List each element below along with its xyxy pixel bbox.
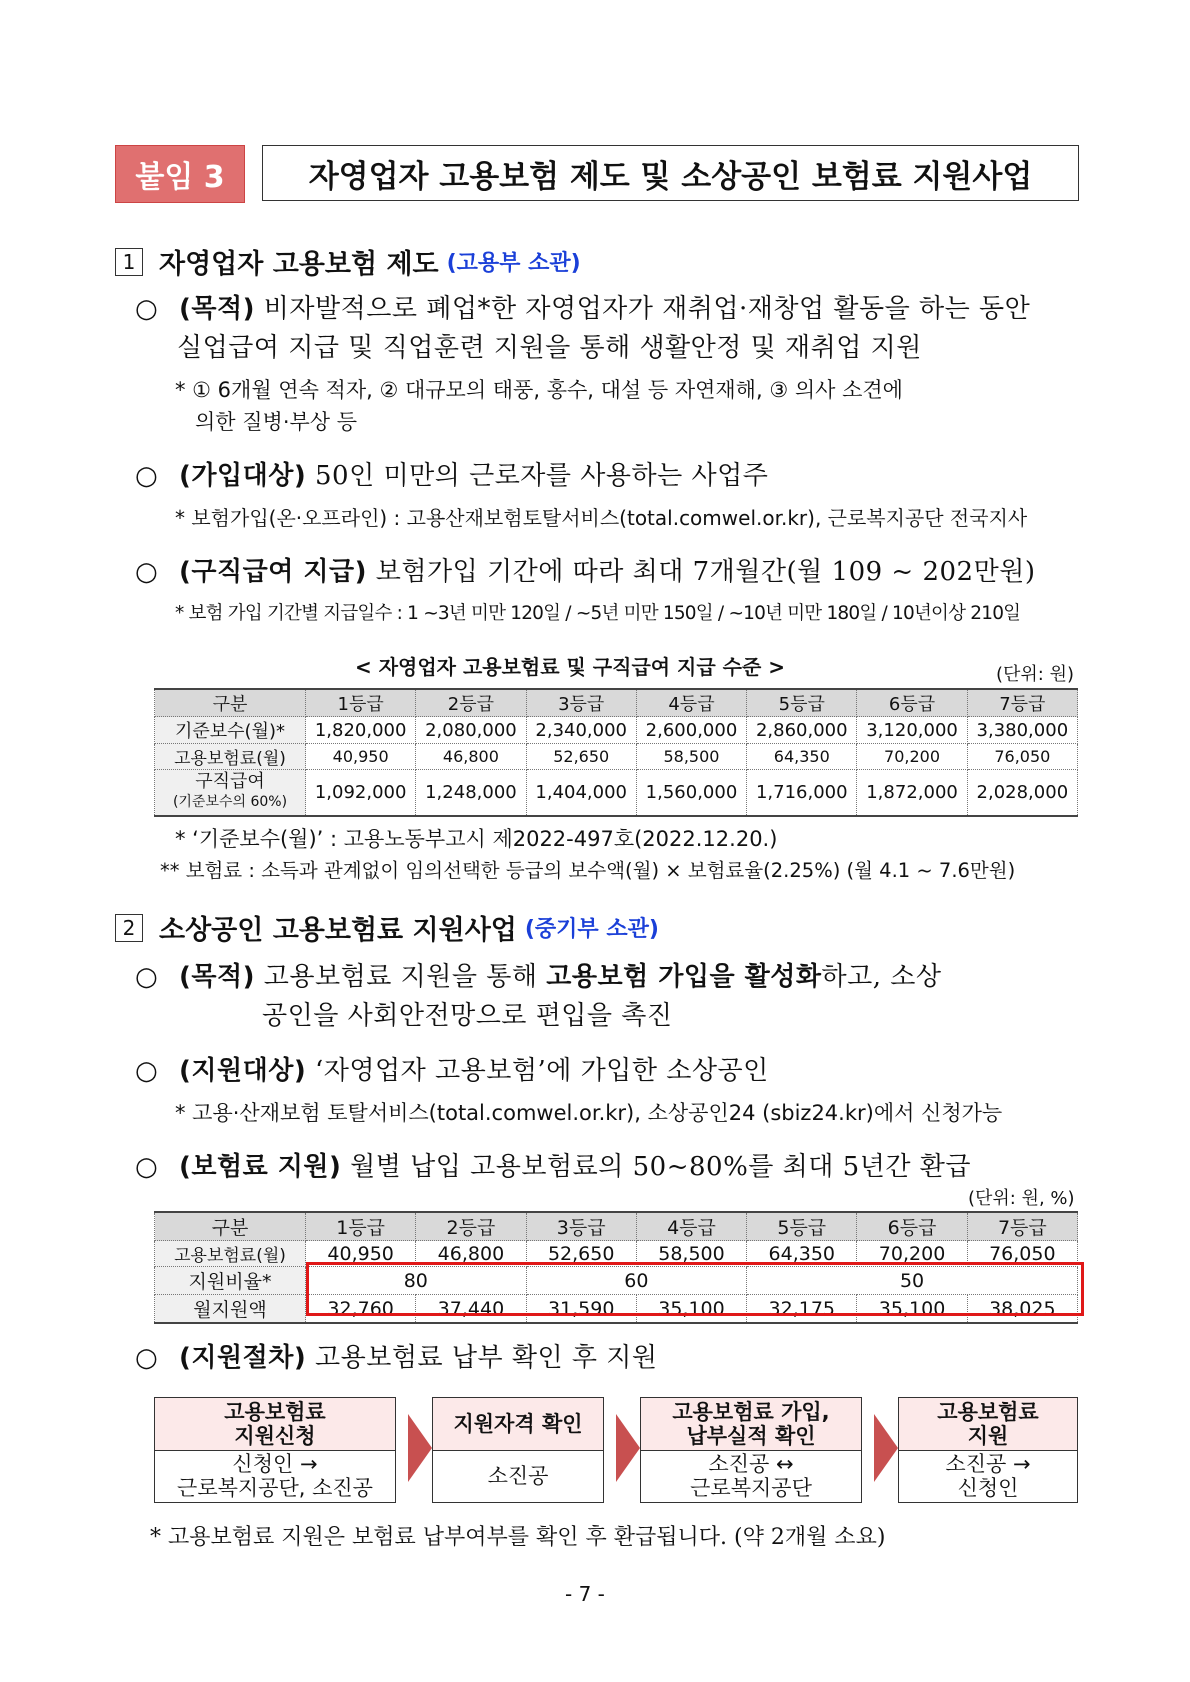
s1-row3-label-cell: [155, 770, 306, 816]
step1-title-line2: 지원신청: [234, 1424, 316, 1448]
s1-row3-c6: 1,872,000: [857, 770, 967, 816]
s1-row2-c3: 52,650: [526, 744, 636, 770]
s2-row2-rate-80: 80: [306, 1267, 527, 1295]
section2-heading: [115, 908, 659, 947]
s2-support-text: 월별 납입 고용보험료의 50~80%를 최대 5년간 환급: [350, 1152, 971, 1182]
s2-th-0: 구분: [155, 1212, 306, 1241]
s2-row3-c6: 35,100: [857, 1295, 967, 1324]
step3-title-line1: 고용보험료 가입,: [672, 1400, 830, 1424]
s1-row2-c5: 64,350: [747, 744, 857, 770]
s1-th-5: 5등급: [747, 689, 857, 717]
process-step-4: [898, 1397, 1078, 1503]
highlight-box: [306, 1262, 1084, 1316]
section2-number: 2: [115, 914, 143, 942]
s1-table-note2: ** 보험료 : 소득과 관계없이 임의선택한 등급의 보수액(월) × 보험료율(2.25%) (월 4.1 ~ 7.6만원): [160, 859, 1016, 882]
s2-row1-c6: 70,200: [857, 1241, 967, 1267]
s2-row1-c4: 58,500: [636, 1241, 746, 1267]
s2-row3-c5: 32,175: [747, 1295, 857, 1324]
arrow-icon: [616, 1414, 640, 1482]
section1-heading: [115, 242, 581, 281]
s2-row1-c3: 52,650: [526, 1241, 636, 1267]
s2-support-label: (보험료 지원): [179, 1152, 342, 1182]
s2-row3-label: 월지원액: [155, 1295, 306, 1324]
s2-th-1: 1등급: [306, 1212, 416, 1241]
s1-row1-c1: 1,820,000: [306, 717, 416, 744]
s1-purpose-note2: 의한 질병·부상 등: [195, 410, 358, 434]
s1-row1-c3: 2,340,000: [526, 717, 636, 744]
s1-th-1: 1등급: [306, 689, 416, 717]
s1-row1-c4: 2,600,000: [636, 717, 746, 744]
step1-body-line1: 신청인 →: [232, 1452, 318, 1476]
s2-purpose-text1c: 하고, 소상: [821, 962, 942, 992]
s2-purpose-label: (목적): [179, 962, 255, 992]
s2-th-7: 7등급: [967, 1212, 1077, 1241]
step4-title-line1: 고용보험료: [937, 1400, 1039, 1424]
s1-row2-c7: 76,050: [967, 744, 1077, 770]
step1-title-line1: 고용보험료: [224, 1400, 326, 1424]
s1-row1-c5: 2,860,000: [747, 717, 857, 744]
s2-row1-c1: 40,950: [306, 1241, 416, 1267]
arrow-icon: [874, 1414, 898, 1482]
s1-th-3: 3등급: [526, 689, 636, 717]
s1-benefit-note: * 보험 가입 기간별 지급일수 : 1 ~3년 미만 120일 / ~5년 미만 150일 / ~10년 미만 180일 / 10년이상 210일: [175, 603, 1021, 624]
s1-row1-label: 기준보수(월)*: [155, 717, 306, 744]
s2-purpose-text1a: 고용보험료 지원을 통해: [263, 962, 538, 992]
step4-title-line2: 지원: [967, 1424, 1009, 1448]
step2-title-line1: 지원자격 확인: [453, 1412, 583, 1436]
s1-row3-c5: 1,716,000: [747, 770, 857, 816]
process-step-3: [640, 1397, 862, 1503]
s1-row1-c6: 3,120,000: [857, 717, 967, 744]
s2-row3-c7: 38,025: [967, 1295, 1077, 1324]
step4-body-line1: 소진공 →: [945, 1452, 1031, 1476]
s2-row1-c5: 64,350: [747, 1241, 857, 1267]
s1-purpose-text1: 비자발적으로 폐업*한 자영업자가 재취업·재창업 활동을 하는 동안: [263, 294, 1031, 324]
s2-row1-c2: 46,800: [416, 1241, 526, 1267]
s2-row2-rate-60: 60: [526, 1267, 747, 1295]
s1-th-0: 구분: [155, 689, 306, 717]
step4-title: [899, 1398, 1077, 1451]
s2-target-line: ○ (지원대상) ‘자영업자 고용보험’에 가입한 소상공인: [135, 1056, 769, 1086]
s2-purpose-line2: 공인을 사회안전망으로 편입을 촉진: [262, 1001, 673, 1031]
s2-purpose-line1: ○ (목적) 고용보험료 지원을 통해 고용보험 가입을 활성화하고, 소상: [135, 962, 942, 992]
step3-title-line2: 납부실적 확인: [686, 1424, 816, 1448]
s2-th-5: 5등급: [747, 1212, 857, 1241]
s2-row3-c2: 37,440: [416, 1295, 526, 1324]
page-title: 자영업자 고용보험 제도 및 소상공인 보험료 지원사업: [262, 145, 1079, 201]
s1-row2-label: 고용보험료(월): [155, 744, 306, 770]
s1-row3-c3: 1,404,000: [526, 770, 636, 816]
s1-row1-c7: 3,380,000: [967, 717, 1077, 744]
s1-purpose-line1: ○ (목적) 비자발적으로 폐업*한 자영업자가 재취업·재창업 활동을 하는 동안: [135, 294, 1031, 324]
s2-final-note: * 고용보험료 지원은 보험료 납부여부를 확인 후 환급됩니다. (약 2개월 소요): [150, 1525, 886, 1550]
s1-benefit-label: (구직급여 지급): [179, 557, 368, 587]
s1-row3-c4: 1,560,000: [636, 770, 746, 816]
s1-row2-c2: 46,800: [416, 744, 526, 770]
s2-row1-c7: 76,050: [967, 1241, 1077, 1267]
step1-title: [155, 1398, 395, 1451]
s1-row3-c7: 2,028,000: [967, 770, 1077, 816]
s1-row2-c1: 40,950: [306, 744, 416, 770]
s2-target-note: * 고용·산재보험 토탈서비스(total.comwel.or.kr), 소상공인24 (sbiz24.kr)에서 신청가능: [175, 1101, 1003, 1125]
s1-target-text: 50인 미만의 근로자를 사용하는 사업주: [315, 461, 769, 491]
s2-th-2: 2등급: [416, 1212, 526, 1241]
s1-row3-c2: 1,248,000: [416, 770, 526, 816]
section2-title: 소상공인 고용보험료 지원사업: [159, 915, 517, 946]
step1-body-line2: 근로복지공단, 소진공: [177, 1476, 373, 1500]
s1-table: [154, 688, 1078, 817]
process-step-2: [432, 1397, 604, 1503]
s1-row2-c4: 58,500: [636, 744, 746, 770]
section1-number: 1: [115, 248, 143, 276]
process-step-1: [154, 1397, 396, 1503]
step4-body-line2: 신청인: [957, 1476, 1019, 1500]
s1-purpose-note1: * ① 6개월 연속 적자, ② 대규모의 태풍, 홍수, 대설 등 자연재해, ③ 의사 소견에: [175, 378, 903, 402]
s1-th-2: 2등급: [416, 689, 526, 717]
step3-body: [641, 1451, 861, 1501]
s2-row3-c4: 35,100: [636, 1295, 746, 1324]
s2-row3-c3: 31,590: [526, 1295, 636, 1324]
step4-body: [899, 1451, 1077, 1501]
s1-target-note: * 보험가입(온·오프라인) : 고용산재보험토탈서비스(total.comwel.or.kr), 근로복지공단 전국지사: [175, 506, 1028, 530]
section1-title: 자영업자 고용보험 제도: [159, 249, 439, 280]
s1-table-note1: * ‘기준보수(월)’ : 고용노동부고시 제2022-497호(2022.12.20.): [175, 827, 778, 851]
s1-row3-c1: 1,092,000: [306, 770, 416, 816]
s2-procedure-label: (지원절차): [179, 1343, 307, 1373]
s1-purpose-line2: 실업급여 지급 및 직업훈련 지원을 통해 생활안정 및 재취업 지원: [177, 333, 922, 363]
step1-body: [155, 1451, 395, 1501]
section1-sub: (고용부 소관): [446, 251, 581, 276]
step2-body-line1: 소진공: [487, 1464, 549, 1488]
s1-benefit-text: 보험가입 기간에 따라 최대 7개월간(월 109 ~ 202만원): [375, 557, 1036, 587]
s1-table-unit: (단위: 원): [996, 664, 1074, 685]
s1-table-title: < 자영업자 고용보험료 및 구직급여 지급 수준 >: [355, 655, 786, 679]
arrow-icon: [408, 1414, 432, 1482]
s2-th-3: 3등급: [526, 1212, 636, 1241]
step3-body-line2: 근로복지공단: [690, 1476, 812, 1500]
s2-target-text: ‘자영업자 고용보험’에 가입한 소상공인: [315, 1056, 769, 1086]
s2-row1-label: 고용보험료(월): [155, 1241, 306, 1267]
step2-title: [433, 1398, 603, 1451]
s1-benefit-line: ○ (구직급여 지급) 보험가입 기간에 따라 최대 7개월간(월 109 ~ 202만원): [135, 557, 1036, 587]
step3-title: [641, 1398, 861, 1451]
s2-procedure-text: 고용보험료 납부 확인 후 지원: [315, 1343, 658, 1373]
section2-sub: (중기부 소관): [524, 917, 659, 942]
s2-target-label: (지원대상): [179, 1056, 307, 1086]
s1-target-line: ○ (가입대상) 50인 미만의 근로자를 사용하는 사업주: [135, 461, 769, 491]
s1-row2-c6: 70,200: [857, 744, 967, 770]
step3-body-line1: 소진공 ↔: [708, 1452, 794, 1476]
s2-purpose-text1b: 고용보험 가입을 활성화: [546, 962, 822, 992]
s2-th-6: 6등급: [857, 1212, 967, 1241]
s1-row3-label: 구직급여: [195, 771, 265, 793]
s2-row2-label: 지원비율*: [155, 1267, 306, 1295]
step2-body: [433, 1451, 603, 1501]
s2-support-line: ○ (보험료 지원) 월별 납입 고용보험료의 50~80%를 최대 5년간 환급: [135, 1152, 971, 1182]
s2-table-unit: (단위: 원, %): [968, 1188, 1075, 1209]
s1-target-label: (가입대상): [179, 461, 307, 491]
s2-row3-c1: 32,760: [306, 1295, 416, 1324]
s1-row3-sub: (기준보수의 60%): [172, 794, 288, 811]
s1-th-7: 7등급: [967, 689, 1077, 717]
s2-th-4: 4등급: [636, 1212, 746, 1241]
s2-row2-rate-50: 50: [747, 1267, 1078, 1295]
s2-procedure-line: ○ (지원절차) 고용보험료 납부 확인 후 지원: [135, 1343, 658, 1373]
s1-row1-c2: 2,080,000: [416, 717, 526, 744]
s1-th-6: 6등급: [857, 689, 967, 717]
s1-th-4: 4등급: [636, 689, 746, 717]
page-number: - 7 -: [565, 1582, 605, 1606]
s1-purpose-label: (목적): [179, 294, 255, 324]
attachment-badge: 붙임 3: [115, 145, 245, 203]
